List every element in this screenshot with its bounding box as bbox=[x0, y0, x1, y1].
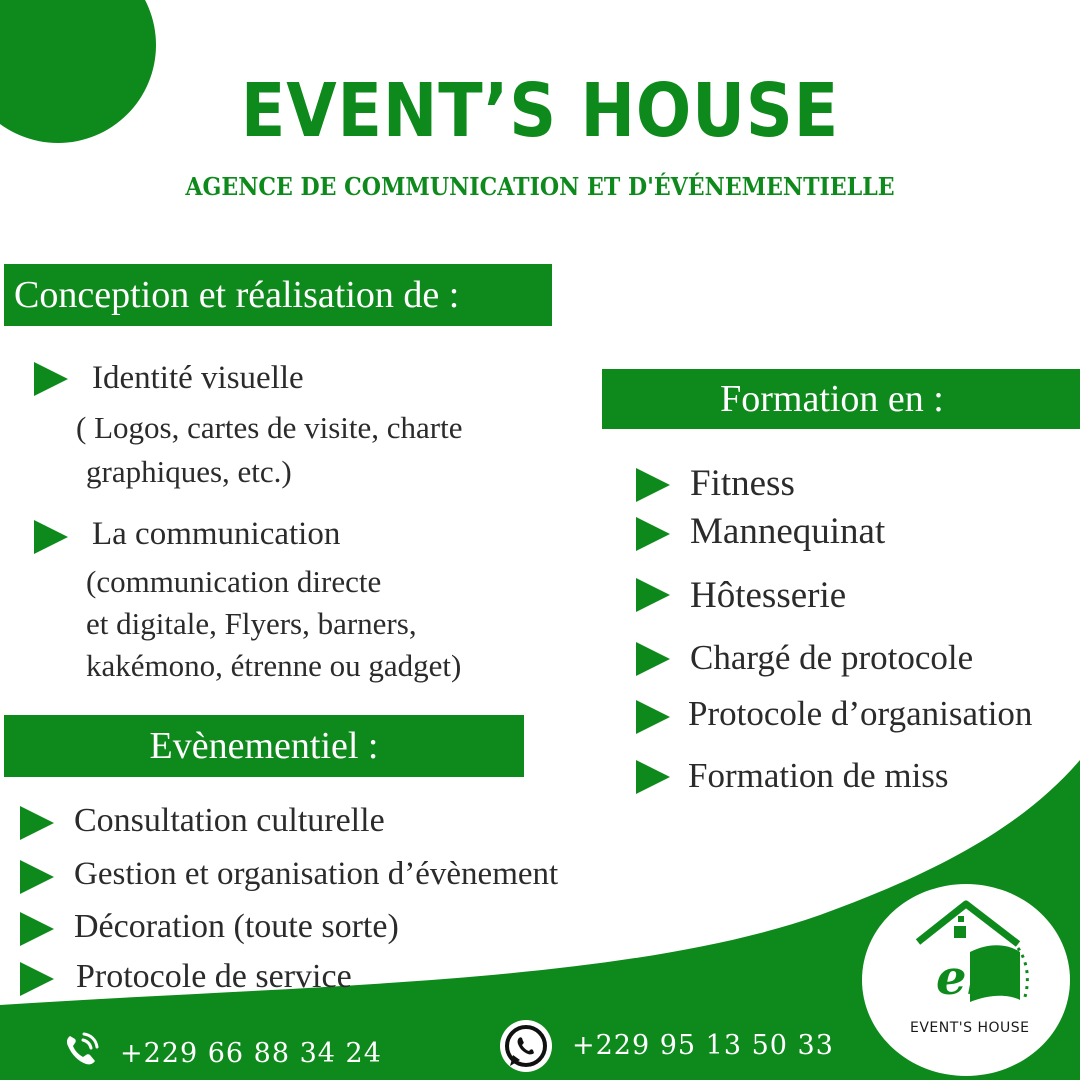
logo-badge bbox=[858, 882, 1074, 1078]
communication-detail-3: kakémono, étrenne ou gadget) bbox=[86, 648, 462, 683]
arrow-icon bbox=[636, 700, 670, 734]
logo-text: EVENT'S HOUSE bbox=[910, 1020, 1030, 1036]
communication-detail-2: et digitale, Flyers, barners, bbox=[86, 606, 417, 641]
phone-number-2[interactable]: +229 95 13 50 33 bbox=[572, 1030, 834, 1061]
arrow-icon bbox=[636, 517, 670, 551]
arrow-icon bbox=[636, 642, 670, 676]
phone-icon bbox=[60, 1028, 102, 1070]
identite-label: Identité visuelle bbox=[92, 360, 304, 396]
arrow-icon bbox=[636, 578, 670, 612]
whatsapp-icon bbox=[498, 1018, 554, 1074]
conception-heading-band bbox=[4, 264, 552, 326]
identite-detail-2: graphiques, etc.) bbox=[86, 454, 292, 489]
evenementiel-item: Gestion et organisation d’évènement bbox=[74, 856, 559, 892]
evenementiel-item: Consultation culturelle bbox=[74, 802, 385, 839]
arrow-icon bbox=[20, 912, 54, 946]
formation-item: Hôtesserie bbox=[690, 575, 847, 616]
communication-detail-1: (communication directe bbox=[86, 564, 382, 599]
conception-heading: Conception et réalisation de : bbox=[14, 274, 460, 316]
arrow-icon bbox=[34, 362, 68, 396]
formation-item: Formation de miss bbox=[688, 756, 949, 795]
page-subtitle: AGENCE DE COMMUNICATION ET D'ÉVÉNEMENTIELLE bbox=[185, 172, 895, 201]
phone-number-1[interactable]: +229 66 88 34 24 bbox=[120, 1038, 382, 1069]
arrow-icon bbox=[636, 760, 670, 794]
formation-heading: Formation en : bbox=[720, 378, 944, 420]
identite-detail-1: ( Logos, cartes de visite, charte bbox=[76, 410, 463, 445]
evenementiel-heading: Evènementiel : bbox=[149, 725, 379, 767]
formation-item: Fitness bbox=[690, 463, 795, 504]
page-title: EVENT’S HOUSE bbox=[240, 68, 840, 154]
formation-heading-band bbox=[602, 369, 1080, 429]
logo-monogram: eh bbox=[936, 950, 1002, 1006]
arrow-icon bbox=[20, 962, 54, 996]
communication-label: La communication bbox=[92, 516, 341, 552]
arrow-icon bbox=[636, 468, 670, 502]
evenementiel-heading-band bbox=[4, 715, 524, 777]
formation-item: Mannequinat bbox=[690, 511, 886, 552]
evenementiel-item: Protocole de service bbox=[76, 958, 352, 995]
arrow-icon bbox=[20, 860, 54, 894]
formation-item: Chargé de protocole bbox=[690, 638, 974, 677]
arrow-icon bbox=[20, 806, 54, 840]
evenementiel-item: Décoration (toute sorte) bbox=[74, 908, 399, 945]
formation-item: Protocole d’organisation bbox=[688, 694, 1033, 733]
arrow-icon bbox=[34, 520, 68, 554]
